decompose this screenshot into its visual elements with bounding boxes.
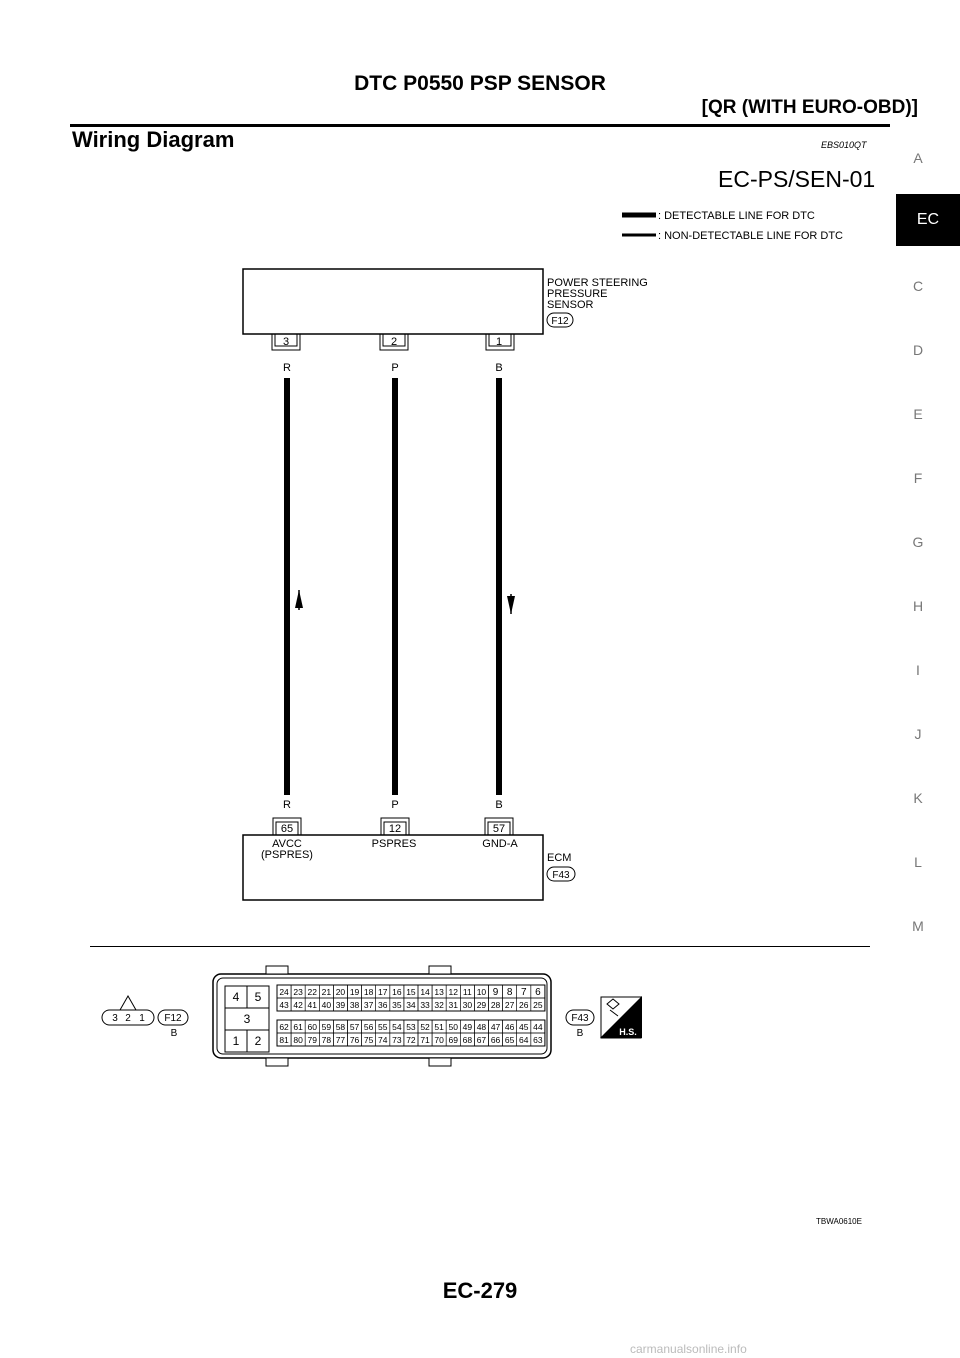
f43-pin-number: 78 bbox=[321, 1035, 332, 1045]
side-tab-h[interactable]: H bbox=[912, 598, 924, 614]
f43-pin-number: 62 bbox=[279, 1022, 289, 1032]
diagram-id: EC-PS/SEN-01 bbox=[718, 166, 876, 192]
f43-pin-number: 61 bbox=[293, 1022, 303, 1032]
ecm-terminal-gnd-a: GND-A bbox=[482, 838, 518, 850]
f43-pin-number: 60 bbox=[307, 1022, 317, 1032]
f43-pin-number: 34 bbox=[406, 1000, 416, 1010]
f12-pin-3: 3 bbox=[112, 1013, 118, 1024]
side-tab-k[interactable]: K bbox=[913, 790, 923, 806]
sensor-pin-1: 1 bbox=[495, 336, 503, 348]
f43-pin-number: 65 bbox=[504, 1035, 515, 1045]
f43-pin-number: 56 bbox=[363, 1022, 374, 1032]
f43-pin-number: 77 bbox=[335, 1035, 346, 1045]
f43-pin-number: 9 bbox=[492, 987, 499, 998]
f12-pin-1: 1 bbox=[139, 1013, 145, 1024]
ecm-wire-color-b: B bbox=[495, 799, 503, 811]
f43-pin-number: 7 bbox=[520, 987, 527, 998]
ecm-pin-12: 12 bbox=[388, 823, 402, 835]
f43-pin-number: 74 bbox=[378, 1035, 388, 1045]
f43-pin-number: 76 bbox=[349, 1035, 360, 1045]
f43-pin-number: 13 bbox=[434, 987, 444, 997]
f43-pin-5: 5 bbox=[254, 990, 262, 1004]
f43-pin-number: 11 bbox=[462, 987, 472, 997]
figure-id: TBWA0610E bbox=[816, 1217, 862, 1226]
f43-pin-number: 48 bbox=[476, 1022, 487, 1032]
f43-pin-number: 16 bbox=[392, 987, 402, 997]
section-title: Wiring Diagram bbox=[72, 127, 235, 152]
f43-pin-number: 42 bbox=[293, 1000, 303, 1010]
f43-pin-1: 1 bbox=[232, 1034, 240, 1048]
f43-pin-2: 2 bbox=[254, 1034, 262, 1048]
f43-pin-number: 69 bbox=[448, 1035, 458, 1045]
f43-pin-number: 51 bbox=[434, 1022, 444, 1032]
f43-pin-number: 20 bbox=[335, 987, 346, 997]
f43-pin-4: 4 bbox=[232, 990, 240, 1004]
ecm-pin-65: 65 bbox=[280, 823, 294, 835]
sensor-connector-label: F12 bbox=[551, 316, 569, 327]
f43-pin-number: 66 bbox=[490, 1035, 501, 1045]
ecm-terminal-avcc: AVCC bbox=[272, 838, 302, 850]
f43-pin-number: 29 bbox=[476, 1000, 487, 1010]
f43-pin-grid bbox=[277, 985, 545, 1046]
side-tab-d[interactable]: D bbox=[912, 342, 924, 358]
f43-pin-number: 44 bbox=[533, 1022, 543, 1032]
side-tab-e[interactable]: E bbox=[913, 406, 923, 422]
f43-pin-number: 39 bbox=[335, 1000, 346, 1010]
section-code: EBS010QT bbox=[821, 140, 867, 150]
f43-pin-number: 8 bbox=[506, 987, 513, 998]
f43-pin-number: 58 bbox=[335, 1022, 346, 1032]
ecm-wire-color-r: R bbox=[283, 799, 291, 811]
f43-pin-number: 80 bbox=[293, 1035, 303, 1045]
ecm-wire-color-p: P bbox=[391, 799, 399, 811]
ecm-name: ECM bbox=[547, 852, 572, 864]
f43-pin-number: 67 bbox=[476, 1035, 487, 1045]
f43-pin-3: 3 bbox=[243, 1012, 251, 1026]
f43-pin-number: 30 bbox=[462, 1000, 473, 1010]
side-tab-ec[interactable]: EC bbox=[896, 194, 960, 246]
ecm-pin-57: 57 bbox=[492, 823, 506, 835]
ecm-terminal-avcc-sub: (PSPRES) bbox=[261, 849, 313, 861]
f43-pin-number: 72 bbox=[406, 1035, 416, 1045]
f43-pin-number: 63 bbox=[533, 1035, 543, 1045]
ecm-terminal-pspres: PSPRES bbox=[371, 838, 417, 850]
wires bbox=[287, 378, 515, 795]
sensor-name-line-2: PRESSURE bbox=[547, 288, 608, 300]
legend-non-detectable-label: : NON-DETECTABLE LINE FOR DTC bbox=[658, 230, 843, 242]
f12-label: F12 bbox=[164, 1013, 182, 1024]
side-tab-i[interactable]: I bbox=[916, 662, 920, 678]
watermark: carmanualsonline.info bbox=[630, 1342, 747, 1356]
side-tab-c[interactable]: C bbox=[912, 278, 924, 294]
f43-pin-number: 14 bbox=[420, 987, 430, 997]
f43-pin-number: 40 bbox=[321, 1000, 332, 1010]
f43-pin-number: 25 bbox=[533, 1000, 543, 1010]
f43-pin-number: 31 bbox=[448, 1000, 458, 1010]
f43-pin-number: 49 bbox=[462, 1022, 473, 1032]
f43-pin-number: 43 bbox=[279, 1000, 289, 1010]
f43-pin-number: 50 bbox=[448, 1022, 458, 1032]
f12-connector-face bbox=[102, 996, 188, 1039]
f43-pin-number: 68 bbox=[462, 1035, 473, 1045]
sensor-pin-2: 2 bbox=[390, 336, 398, 348]
page-header-title: DTC P0550 PSP SENSOR bbox=[354, 72, 606, 95]
f43-pin-number: 38 bbox=[349, 1000, 360, 1010]
f43-pin-number: 35 bbox=[392, 1000, 402, 1010]
f43-pin-number: 33 bbox=[420, 1000, 430, 1010]
f43-pin-number: 54 bbox=[392, 1022, 402, 1032]
f43-pin-number: 17 bbox=[378, 987, 388, 997]
figure-divider bbox=[90, 946, 870, 947]
sensor-box bbox=[243, 269, 543, 334]
hs-label: H.S. bbox=[619, 1027, 637, 1037]
f43-connector-face bbox=[213, 966, 594, 1066]
ecm-connector-label: F43 bbox=[552, 870, 570, 881]
f43-pin-number: 41 bbox=[307, 1000, 317, 1010]
f43-pin-number: 55 bbox=[378, 1022, 388, 1032]
side-tab-g[interactable]: G bbox=[912, 534, 924, 550]
f43-pin-number: 81 bbox=[279, 1035, 289, 1045]
f12-color: B bbox=[170, 1028, 178, 1039]
f43-pin-number: 12 bbox=[448, 987, 458, 997]
f43-pin-number: 18 bbox=[363, 987, 374, 997]
f43-pin-number: 28 bbox=[490, 1000, 501, 1010]
f12-pin-2: 2 bbox=[125, 1013, 131, 1024]
f43-pin-number: 53 bbox=[406, 1022, 416, 1032]
f43-pin-number: 71 bbox=[420, 1035, 430, 1045]
f43-pin-number: 73 bbox=[392, 1035, 402, 1045]
side-tab-f[interactable]: F bbox=[913, 470, 923, 486]
f43-pin-number: 22 bbox=[307, 987, 317, 997]
f43-pin-number: 15 bbox=[406, 987, 416, 997]
f43-pin-number: 19 bbox=[349, 987, 360, 997]
f43-pin-number: 24 bbox=[279, 987, 289, 997]
f43-pin-number: 37 bbox=[363, 1000, 374, 1010]
side-tab-a[interactable]: A bbox=[913, 150, 923, 166]
f43-pin-number: 10 bbox=[476, 987, 487, 997]
sensor-name-line-1: POWER STEERING bbox=[547, 277, 648, 289]
harness-side-icon bbox=[600, 996, 642, 1038]
side-tab-m[interactable]: M bbox=[912, 918, 924, 934]
sensor-wire-color-b: B bbox=[495, 362, 503, 374]
legend bbox=[622, 210, 843, 242]
f43-pin-number: 46 bbox=[504, 1022, 515, 1032]
f43-pin-number: 70 bbox=[434, 1035, 444, 1045]
f43-pin-number: 75 bbox=[363, 1035, 374, 1045]
sensor-wire-color-p: P bbox=[391, 362, 399, 374]
side-tab-j[interactable]: J bbox=[914, 726, 922, 742]
page-number: EC-279 bbox=[442, 1278, 518, 1303]
f43-pin-number: 32 bbox=[434, 1000, 444, 1010]
page-header-subtitle: [QR (WITH EURO-OBD)] bbox=[701, 97, 918, 118]
f43-pin-number: 47 bbox=[490, 1022, 501, 1032]
f43-pin-number: 23 bbox=[293, 987, 303, 997]
f43-pin-number: 45 bbox=[519, 1022, 529, 1032]
sensor-pin-3: 3 bbox=[282, 336, 290, 348]
f43-pin-number: 59 bbox=[321, 1022, 332, 1032]
f43-pin-number: 64 bbox=[519, 1035, 529, 1045]
f43-pin-number: 79 bbox=[307, 1035, 317, 1045]
sensor-component bbox=[243, 269, 648, 374]
f43-pin-number: 52 bbox=[420, 1022, 430, 1032]
sensor-name-line-3: SENSOR bbox=[547, 299, 594, 311]
side-tab-l[interactable]: L bbox=[914, 854, 922, 870]
f43-pin-number: 27 bbox=[504, 1000, 515, 1010]
f43-pin-number: 26 bbox=[519, 1000, 529, 1010]
sensor-wire-color-r: R bbox=[283, 362, 291, 374]
f43-pin-number: 21 bbox=[321, 987, 332, 997]
f43-label: F43 bbox=[571, 1013, 589, 1024]
legend-detectable-label: : DETECTABLE LINE FOR DTC bbox=[658, 210, 815, 222]
f43-pin-number: 57 bbox=[349, 1022, 360, 1032]
f43-pin-number: 6 bbox=[535, 987, 541, 998]
ecm-component bbox=[243, 799, 575, 900]
f43-color: B bbox=[576, 1028, 584, 1039]
f43-pin-number: 36 bbox=[378, 1000, 388, 1010]
